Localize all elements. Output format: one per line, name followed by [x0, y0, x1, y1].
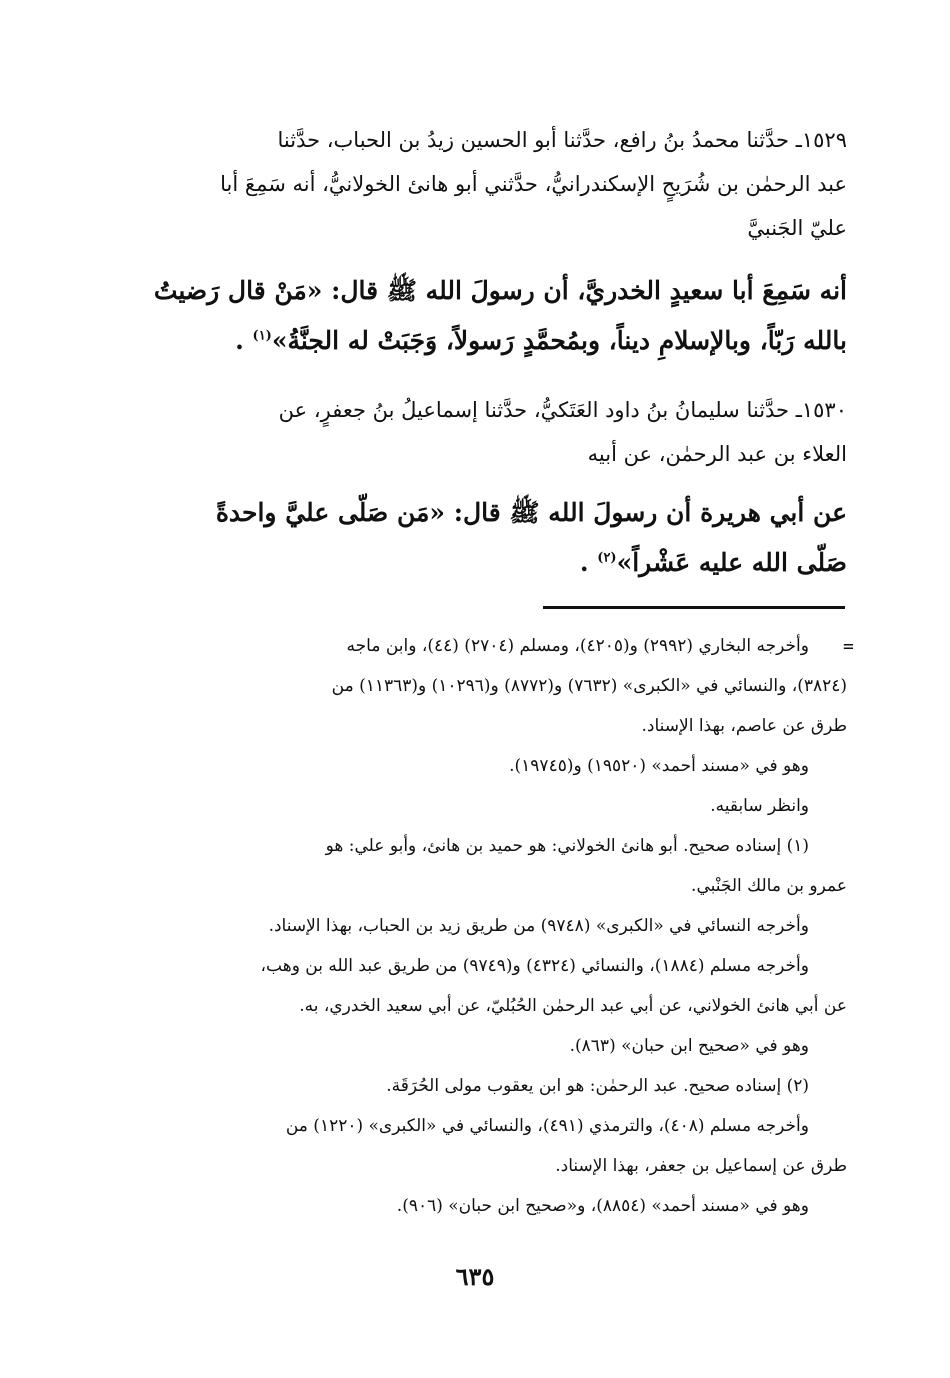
footnote-line: وأخرجه مسلم (٤٠٨)، والترمذي (٤٩١)، والنسائي في «الكبرى» (١٢٢٠) من [285, 1116, 809, 1136]
hadith-1529-chain [125, 118, 847, 250]
matn-end: . [579, 548, 598, 577]
hadith-1530-matn [125, 488, 847, 588]
matn-line [125, 316, 847, 366]
footnote-line: وهو في «مسند أحمد» (١٩٥٢٠) و(١٩٧٤٥). [509, 756, 809, 776]
footnote-ref: (١) [252, 328, 272, 344]
footnote-line: عن أبي هانئ الخولاني، عن أبي عبد الرحمٰن الحُبُليّ، عن أبي سعيد الخدري، به. [299, 996, 847, 1016]
footnote-line: وأخرجه النسائي في «الكبرى» (٩٧٤٨) من طريق زيد بن الحباب، بهذا الإسناد. [268, 916, 809, 936]
footnote-line: (١) إسناده صحيح. أبو هانئ الخولاني: هو حميد بن هانئ، وأبو علي: هو [325, 836, 809, 856]
footnote-ref: (٢) [597, 550, 617, 566]
matn-line: عن أبي هريرة أن رسولَ الله ﷺ قال: «مَن صَلّى عليَّ واحدةً [215, 498, 847, 527]
matn-line [125, 538, 847, 588]
footnote-line: (٣٨٢٤)، والنسائي في «الكبرى» (٧٦٣٢) و(٨٧٧٢) و(١٠٢٩٦) و(١١٣٦٣) من [331, 676, 847, 696]
footnote-line: وهو في «صحيح ابن حبان» (٨٦٣). [569, 1036, 809, 1056]
chain-line: عبد الرحمٰن بن شُرَيحٍ الإسكندرانيُّ، حدَّثني أبو هانئ الخولانيُّ، أنه سَمِعَ أبا [220, 172, 847, 196]
footnote-line: عمرو بن مالك الجَنْبي. [691, 876, 847, 896]
chain-line: عليّ الجَنبيَّ [747, 216, 847, 240]
page-number: ٦٣٥ [455, 1262, 495, 1291]
footnote-line: (٢) إسناده صحيح. عبد الرحمٰن: هو ابن يعقوب مولى الحُرَقَة. [386, 1076, 809, 1096]
matn-end: . [235, 326, 253, 355]
footnote-line: وأخرجه مسلم (١٨٨٤)، والنسائي (٤٣٢٤) و(٩٧٤٩) من طريق عبد الله بن وهب، [260, 956, 809, 976]
matn-text: صَلّى الله عليه عَشْراً» [616, 548, 847, 577]
matn-line: أنه سَمِعَ أبا سعيدٍ الخدريَّ، أن رسولَ الله ﷺ قال: «مَنْ قال رَضيتُ [153, 276, 847, 305]
footnote-divider [543, 606, 845, 609]
continuation-marker: = [843, 636, 854, 657]
chain-line: ١٥٣٠ـ حدَّثنا سليمانُ بنُ داود العَتَكيُّ، حدَّثنا إسماعيلُ بنُ جعفرٍ، عن [278, 398, 847, 422]
footnote-line: وأخرجه البخاري (٢٩٩٢) و(٤٢٠٥)، ومسلم (٢٧٠٤) (٤٤)، وابن ماجه [346, 636, 809, 656]
hadith-1530-chain [125, 388, 847, 476]
footnote-line: وهو في «مسند أحمد» (٨٨٥٤)، و«صحيح ابن حبان» (٩٠٦). [396, 1196, 809, 1216]
footnote-line: طرق عن إسماعيل بن جعفر، بهذا الإسناد. [555, 1156, 847, 1176]
hadith-1529-matn [125, 266, 847, 366]
matn-text: بالله رَبّاً، وبالإسلامِ ديناً، وبمُحمَّدٍ رَسولاً، وَجَبَتْ له الجنَّةُ» [271, 326, 847, 355]
footnote-line: وانظر سابقيه. [710, 796, 809, 816]
chain-line: العلاء بن عبد الرحمٰن، عن أبيه [587, 442, 847, 466]
chain-line: ١٥٢٩ـ حدَّثنا محمدُ بنُ رافع، حدَّثنا أبو الحسين زيدُ بن الحباب، حدَّثنا [277, 128, 847, 152]
footnotes [125, 626, 847, 1226]
footnote-line: طرق عن عاصم، بهذا الإسناد. [641, 716, 847, 736]
